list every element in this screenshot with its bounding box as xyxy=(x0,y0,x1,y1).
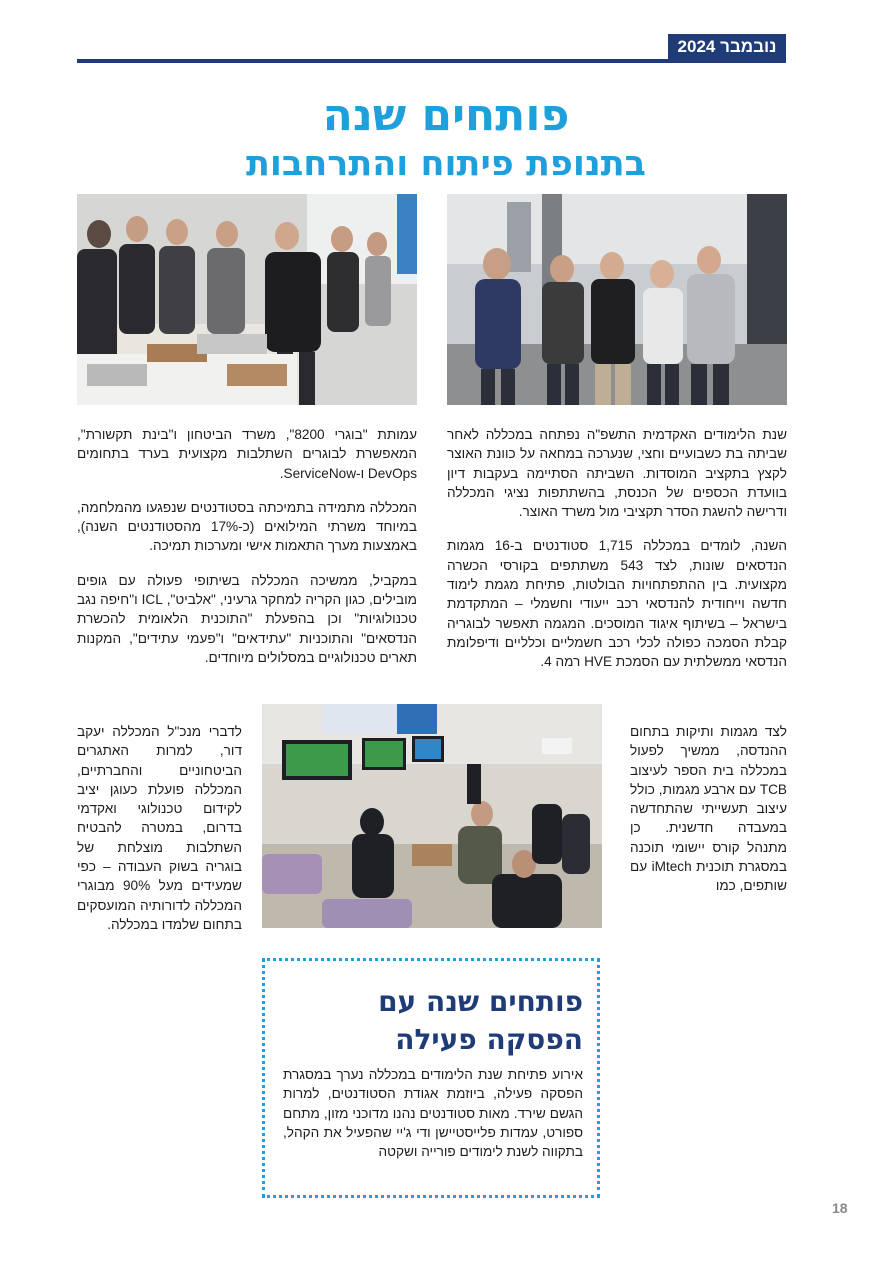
box-title-line-1: פותחים שנה עם xyxy=(378,985,583,1018)
narrow-right-paragraph: לצד מגמות ותיקות בתחום ההנדסה, ממשיך לפעול במכללה בית הספר לעיצוב TCB עם ארבע מגמות, כולל עיצוב תעשייתי שהתחדשה במעבדה חדשנית. כן מתנהל קורס יישומי תוכנה במסגרת תוכנית iMtech עם שותפים, כמו xyxy=(630,724,787,894)
food-table-photo xyxy=(77,194,417,405)
issue-date-badge: נובמבר 2024 xyxy=(668,34,786,60)
article-left-column xyxy=(77,425,417,682)
header-divider xyxy=(77,59,786,63)
headline: פותחים שנה xyxy=(322,90,570,141)
article-right-column xyxy=(447,425,787,687)
left-paragraph-1: עמותת "בוגרי 8200", משרד הביטחון ו"בינת תקשורת", המאפשרת לבוגרים השתלבות מקצועית בערד בתחומים DevOps ו-ServiceNow. xyxy=(77,427,417,481)
right-paragraph-2: השנה, לומדים במכללה 1,715 סטודנטים ב-16 מגמות הנדסאים שונות, לצד 543 משתתפים בקורסי הכשרה מקצועית. בין ההתפתחויות הבולטות, פתיחת מגמת לימוד חדשה וייחודית להנדסאי רכב ייעודי וחשמלי – המתקדמת בישראל – בשיתוף איגוד המוסכים. המגמה תאפשר לבוגריה קבלת הסמכה כפולה לכלי רכב חשמליים וכלליים ודיפלומת הנדסאי ממשלתית עם הסמכת HVE רמה 4. xyxy=(447,538,787,670)
article-narrow-left xyxy=(77,722,242,949)
article-narrow-right xyxy=(630,722,787,911)
left-paragraph-2: המכללה מתמידה בתמיכתה בסטודנטים שנפגעו מהמלחמה, במיוחד משרתי המילואים (כ-17% מהסטודנטים השנה), באמצעות מערך התאמות אישי ומערכות תמיכה. xyxy=(77,499,417,554)
page-number: 18 xyxy=(832,1200,848,1216)
subheadline: בתנופת פיתוח והתרחבות xyxy=(245,144,647,184)
left-paragraph-3: במקביל, ממשיכה המכללה בשיתופי פעולה עם גופים מובילים, כגון הקריה למחקר גרעיני, "אלביט", ICL ו"חיפה נגב טכנולוגיות" וכן בהפעלת "התוכנית הלאומית להכשרת הנדסאים" והתוכניות "עתידאים" ו"פעמי עתידים", המקנות תארים טכנולוגיים במסלולים מיוחדים. xyxy=(77,572,417,665)
narrow-left-paragraph: לדברי מנכ"ל המכללה יעקב דור, למרות האתגרים הביטחוניים והחברתיים, המכללה פועלת כעוגן יציב לקידום טכנולוגי ואקדמי בדרום, במטרה להבטיח השתלבות מוצלחת של בוגריה בשוק העבודה – כפי שמעידים מעל 90% מבוגרי המכללה לדורותיה המועסקים בתחום שלמדו במכללה. xyxy=(77,724,242,932)
box-text: אירוע פתיחת שנת הלימודים במכללה נערך במסגרת הפסקה פעילה, ביוזמת אגודת הסטודנטים, למרות הגשם שירד. מאות סטודנטים נהנו מדוכני מזון, מתחם ספורט, עמדות פלייסטיישן ודי ג'יי שהפעיל את הקהל, בתקווה לשנת לימודים פורייה ושקטה xyxy=(283,1067,583,1160)
box-title-line-2: הפסקה פעילה xyxy=(395,1023,583,1056)
student-lounge-photo xyxy=(262,704,602,928)
box-title xyxy=(265,983,583,1059)
active-break-box xyxy=(262,958,600,1198)
right-paragraph-1: שנת הלימודים האקדמית התשפ"ה נפתחה במכללה לאחר שביתה בת כשבועיים וחצי, שנערכה במחאה על כוונת האוצר לקצץ בתקציב המוסדות. השביתה הסתיימה בעקבות דיון בוועדת הכספים של הכנסת, בהשתתפות נציגי המכללה ודרישה להשגת הסדר תקציבי מול משרד האוצר. xyxy=(447,427,787,520)
students-group-photo xyxy=(447,194,787,405)
